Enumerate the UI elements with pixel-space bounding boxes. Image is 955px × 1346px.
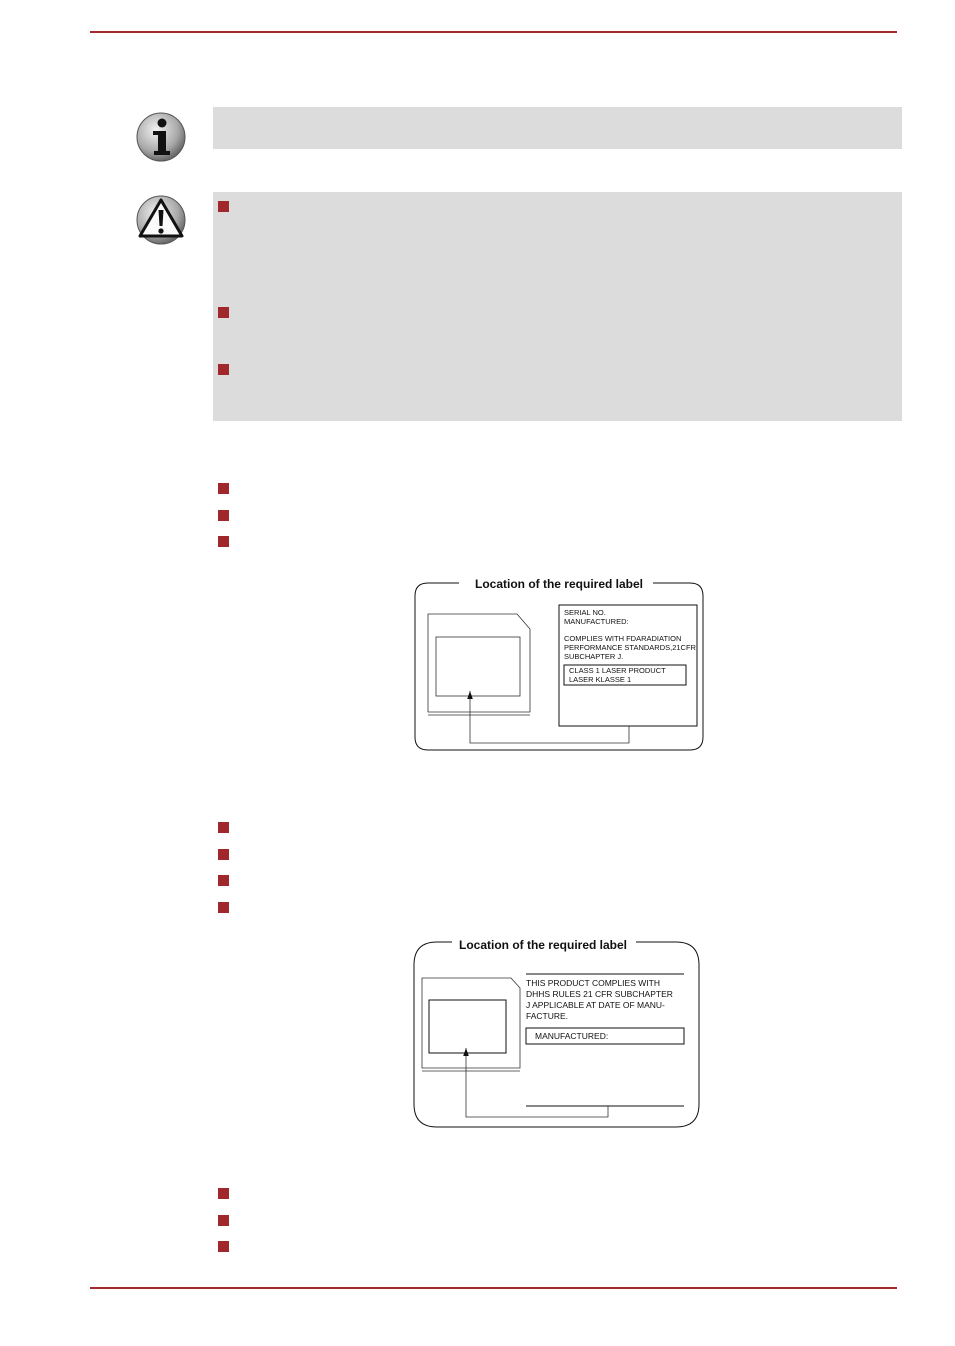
laser-class-line: LASER KLASSE 1 <box>569 675 632 684</box>
bullet-marker <box>218 364 229 375</box>
header-rule <box>90 31 897 33</box>
warning-icon <box>135 194 187 246</box>
label-line: DHHS RULES 21 CFR SUBCHAPTER <box>526 989 673 999</box>
figure-2-title: Location of the required label <box>458 938 628 952</box>
bullet-marker <box>218 849 229 860</box>
bullet-marker <box>218 1241 229 1252</box>
label-line: SUBCHAPTER J. <box>564 652 624 661</box>
label-line: J APPLICABLE AT DATE OF MANU- <box>526 1000 665 1010</box>
label-location-figure-1 <box>413 573 706 753</box>
figure-1-title: Location of the required label <box>474 577 644 591</box>
bullet-marker <box>218 536 229 547</box>
label-line: PERFORMANCE STANDARDS,21CFR <box>564 643 696 652</box>
label-line: FACTURE. <box>526 1011 569 1021</box>
bullet-marker <box>218 1215 229 1226</box>
bullet-marker <box>218 902 229 913</box>
bullet-marker <box>218 822 229 833</box>
label-line: MANUFACTURED: <box>564 617 629 626</box>
bullet-marker <box>218 483 229 494</box>
info-icon <box>135 111 187 163</box>
bullet-marker <box>218 307 229 318</box>
label-line: COMPLIES WITH FDARADIATION <box>564 634 682 643</box>
label-location-figure-2 <box>412 934 703 1130</box>
manufactured-line: MANUFACTURED: <box>535 1031 609 1041</box>
laser-class-line: CLASS 1 LASER PRODUCT <box>569 666 666 675</box>
label-line: THIS PRODUCT COMPLIES WITH <box>526 978 660 988</box>
label-line: SERIAL NO. <box>564 608 606 617</box>
footer-rule <box>90 1287 897 1289</box>
bullet-marker <box>218 201 229 212</box>
warning-callout <box>213 192 902 421</box>
bullet-marker <box>218 510 229 521</box>
note-callout <box>213 107 902 149</box>
bullet-marker <box>218 875 229 886</box>
bullet-marker <box>218 1188 229 1199</box>
